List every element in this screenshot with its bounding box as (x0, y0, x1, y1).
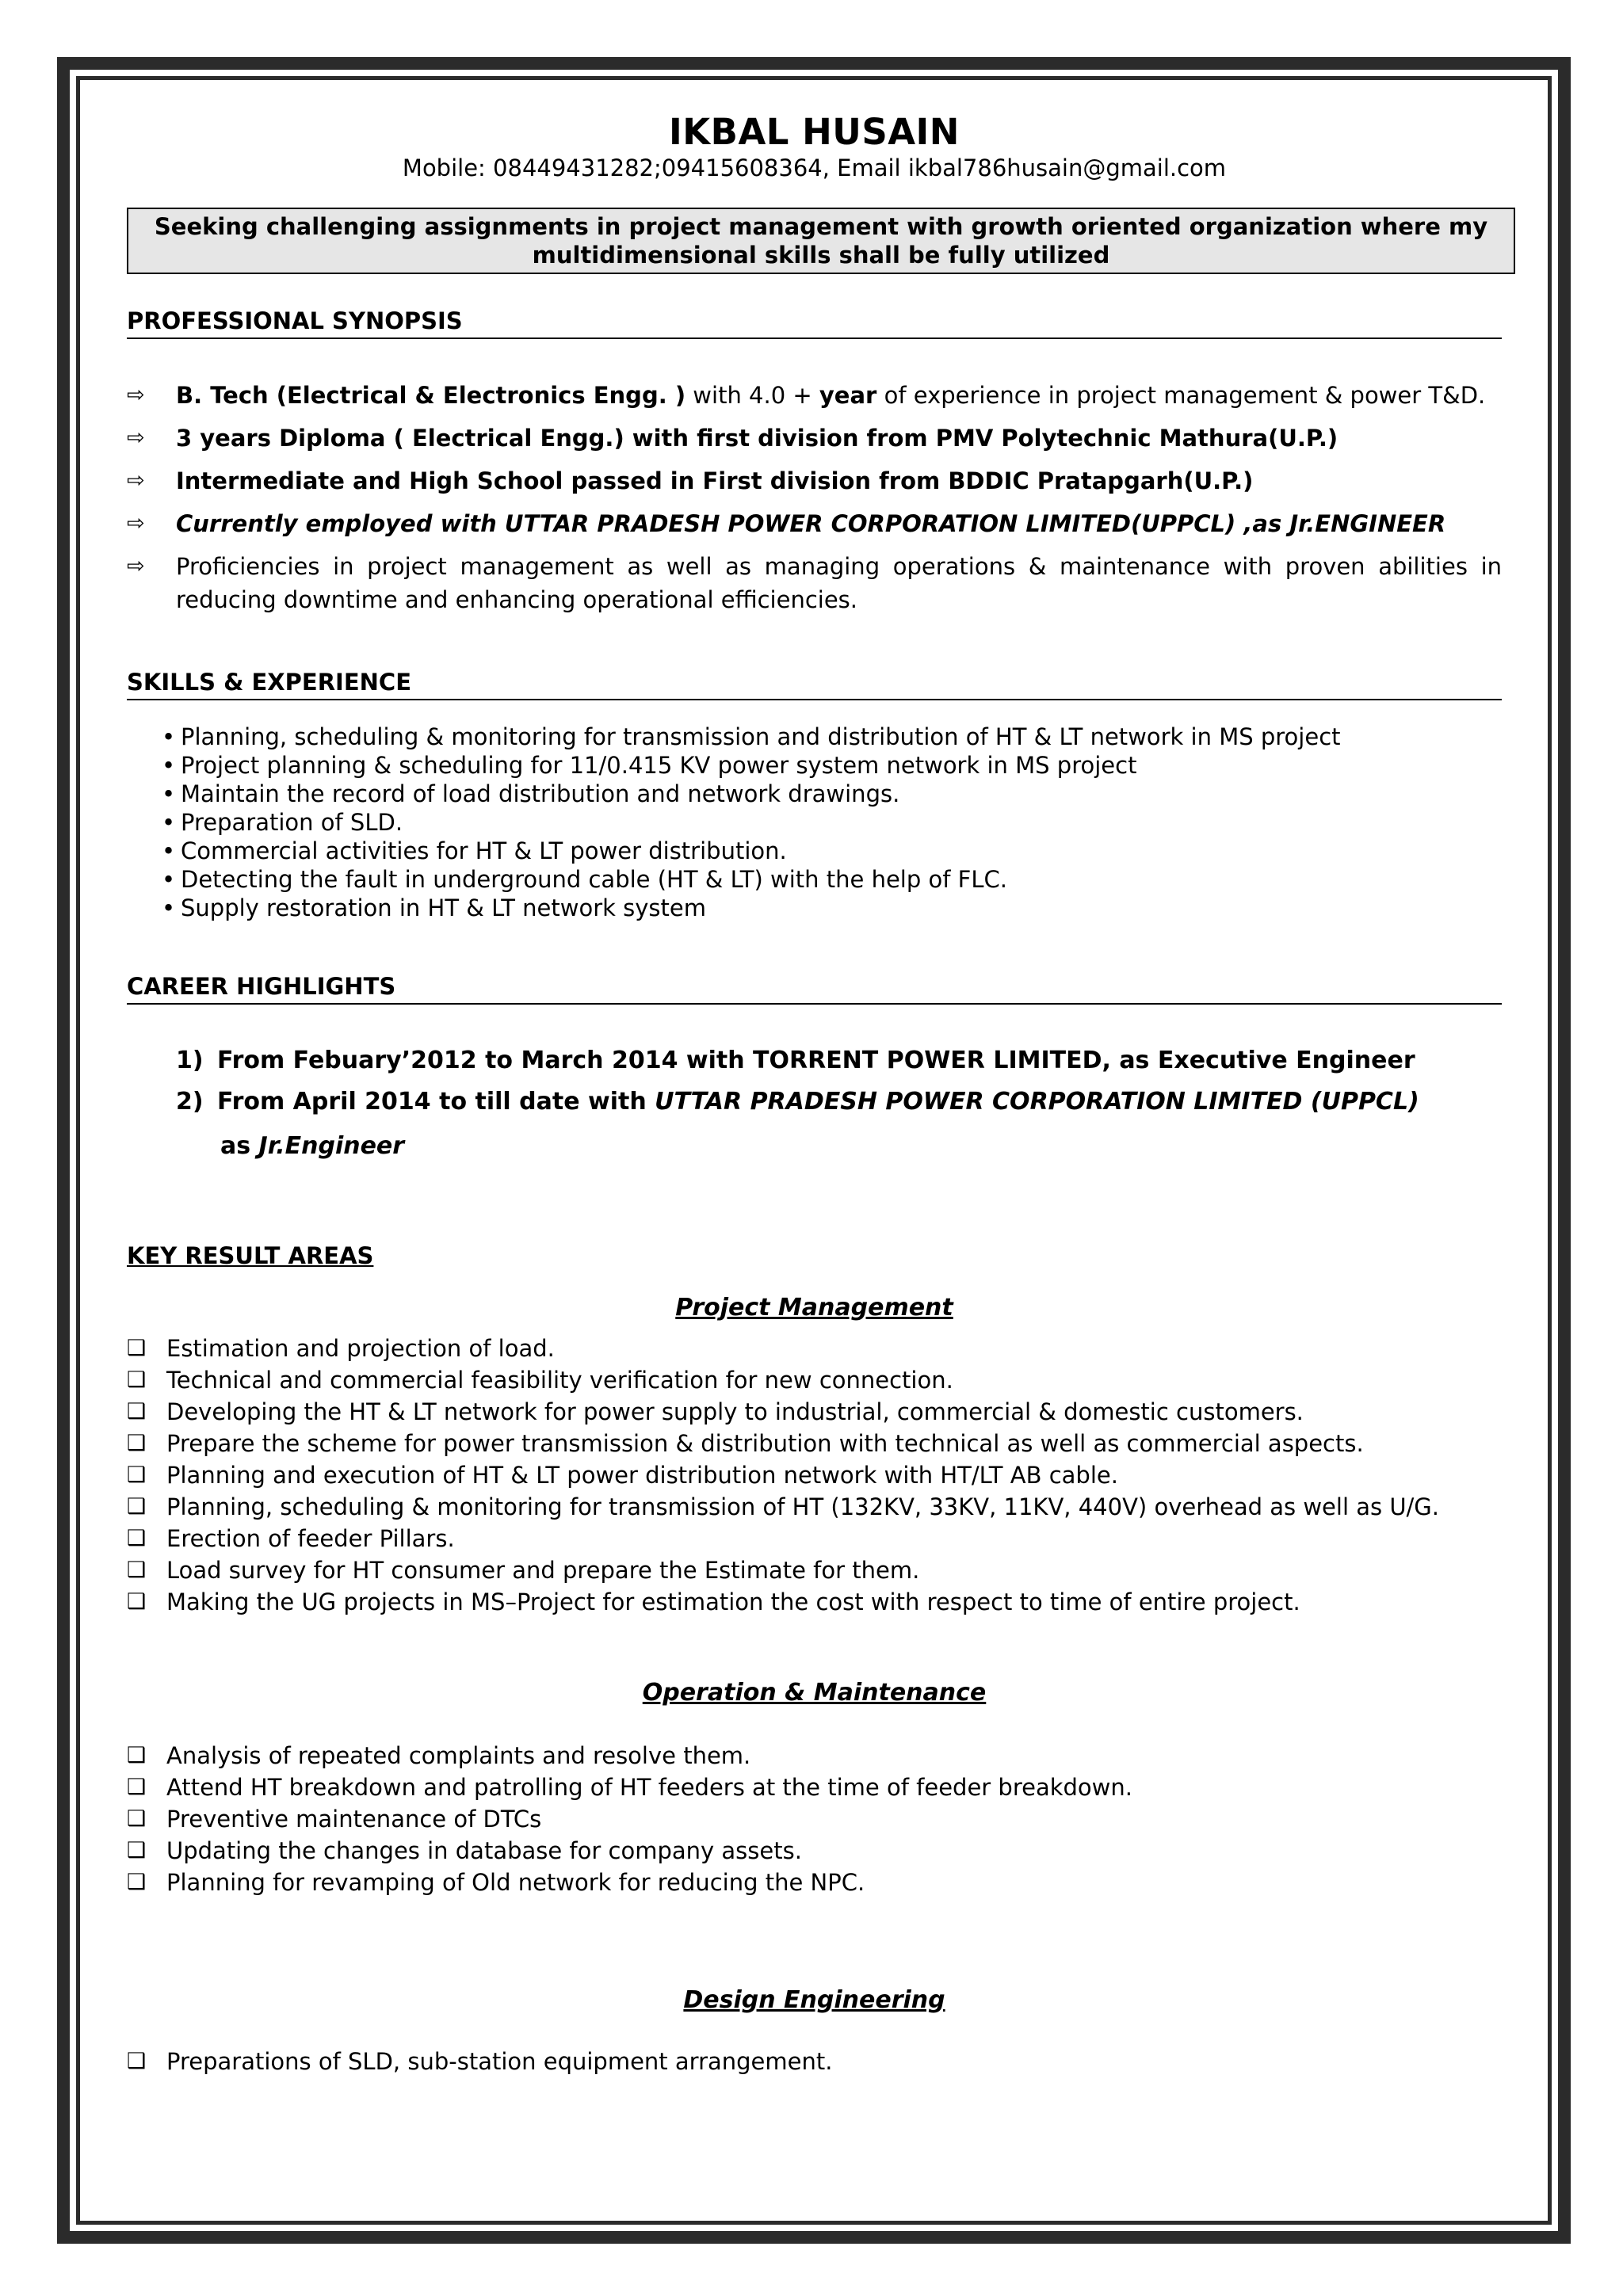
checkbox-icon: ❑ (127, 1463, 147, 1487)
synopsis-list (127, 379, 1502, 616)
resume-content (127, 111, 1502, 2077)
bullet-icon: • (162, 809, 176, 836)
kra-text: Planning, scheduling & monitoring for transmission of HT (132KV, 33KV, 11KV, 440V) overhead as well as U/G. (166, 1493, 1440, 1520)
kra-design-engineering-list (127, 2046, 1502, 2077)
list-item (127, 1835, 1502, 1867)
career-list (176, 1044, 1502, 1163)
list-item (127, 1740, 1502, 1772)
bullet-icon: • (162, 837, 176, 864)
bullet-icon: • (162, 780, 176, 807)
list-item (127, 2046, 1502, 2077)
synopsis-year: year (819, 382, 877, 409)
list-item (162, 865, 1502, 894)
kra-text: Technical and commercial feasibility verification for new connection. (166, 1367, 953, 1394)
skill-text: Project planning & scheduling for 11/0.415 KV power system network in MS project (181, 752, 1137, 779)
synopsis-text: Intermediate and High School passed in First division from BDDIC Pratapgarh(U.P.) (176, 467, 1254, 494)
career-role-line (220, 1130, 1502, 1163)
arrow-icon: ⇨ (127, 554, 145, 578)
checkbox-icon: ❑ (127, 1838, 147, 1863)
career-role: Jr.Engineer (258, 1132, 405, 1160)
skill-text: Planning, scheduling & monitoring for transmission and distribution of HT & LT network in MS project (181, 723, 1341, 750)
career-item (176, 1044, 1502, 1077)
checkbox-icon: ❑ (127, 1526, 147, 1550)
list-item (127, 1554, 1502, 1586)
synopsis-item (127, 379, 1502, 412)
career-text: From April 2014 to till date with (217, 1088, 655, 1116)
list-item (127, 1428, 1502, 1459)
synopsis-text: with 4.0 + (685, 382, 819, 409)
section-heading-synopsis: PROFESSIONAL SYNOPSIS (127, 307, 1502, 339)
arrow-icon: ⇨ (127, 383, 145, 407)
kra-text: Preparations of SLD, sub-station equipment arrangement. (166, 2048, 833, 2075)
skills-list (127, 723, 1502, 922)
list-item (127, 1396, 1502, 1428)
synopsis-text: Currently employed with UTTAR PRADESH POWER CORPORATION LIMITED(UPPCL) ,as Jr.ENGINEER (176, 510, 1446, 537)
arrow-icon: ⇨ (127, 511, 145, 536)
list-item (127, 1586, 1502, 1618)
synopsis-text: Proficiencies in project management as well as managing operations & maintenance with proven abilities in reducing downtime and enhancing operational efficiencies. (176, 553, 1502, 613)
career-company: UTTAR PRADESH POWER CORPORATION LIMITED (UPPCL) (655, 1088, 1419, 1116)
objective-line-2: multidimensional skills shall be fully utilized (532, 242, 1110, 269)
kra-text: Making the UG projects in MS–Project for estimation the cost with respect to time of entire project. (166, 1589, 1300, 1615)
kra-operation-maintenance-list (127, 1740, 1502, 1898)
checkbox-icon: ❑ (127, 1494, 147, 1519)
bullet-icon: • (162, 723, 176, 750)
list-item (162, 837, 1502, 865)
kra-text: Erection of feeder Pillars. (166, 1525, 455, 1552)
list-item (162, 780, 1502, 808)
checkbox-icon: ❑ (127, 1399, 147, 1424)
section-heading-skills: SKILLS & EXPERIENCE (127, 669, 1502, 700)
objective-line-1: Seeking challenging assignments in project management with growth oriented organization where my (154, 213, 1488, 240)
kra-subheading-design-engineering: Design Engineering (683, 1986, 945, 2014)
kra-text: Updating the changes in database for company assets. (166, 1837, 802, 1864)
arrow-icon: ⇨ (127, 425, 145, 450)
career-text: From Febuary’2012 to March 2014 with TORRENT POWER LIMITED, as Executive Engineer (217, 1047, 1415, 1074)
skill-text: Supply restoration in HT & LT network system (181, 894, 707, 921)
kra-text: Attend HT breakdown and patrolling of HT feeders at the time of feeder breakdown. (166, 1774, 1132, 1801)
kra-text: Planning and execution of HT & LT power distribution network with HT/LT AB cable. (166, 1462, 1118, 1489)
contact-line: Mobile: 08449431282;09415608364, Email ikbal786husain@gmail.com (402, 154, 1227, 181)
skill-text: Commercial activities for HT & LT power distribution. (181, 837, 787, 864)
synopsis-item (127, 464, 1502, 498)
career-as: as (220, 1132, 259, 1160)
checkbox-icon: ❑ (127, 1589, 147, 1614)
bullet-icon: • (162, 866, 176, 893)
career-item (176, 1085, 1502, 1163)
kra-text: Planning for revamping of Old network for reducing the NPC. (166, 1869, 865, 1896)
synopsis-item (127, 421, 1502, 455)
skill-text: Detecting the fault in underground cable (HT & LT) with the help of FLC. (181, 866, 1007, 893)
list-item (127, 1803, 1502, 1835)
list-item (127, 1523, 1502, 1554)
bullet-icon: • (162, 894, 176, 921)
career-number: 1) (176, 1047, 204, 1074)
checkbox-icon: ❑ (127, 1806, 147, 1831)
kra-subheading-operation-maintenance: Operation & Maintenance (642, 1679, 987, 1707)
checkbox-icon: ❑ (127, 1431, 147, 1455)
list-item (162, 894, 1502, 922)
candidate-name: IKBAL HUSAIN (669, 111, 960, 153)
kra-project-management-list (127, 1333, 1502, 1618)
checkbox-icon: ❑ (127, 1336, 147, 1360)
skill-text: Maintain the record of load distribution and network drawings. (181, 780, 900, 807)
checkbox-icon: ❑ (127, 1558, 147, 1582)
checkbox-icon: ❑ (127, 1367, 147, 1392)
list-item (127, 1867, 1502, 1898)
section-heading-career: CAREER HIGHLIGHTS (127, 973, 1502, 1005)
list-item (127, 1459, 1502, 1491)
section-heading-kra: KEY RESULT AREAS (127, 1242, 374, 1269)
skill-text: Preparation of SLD. (181, 809, 403, 836)
kra-text: Preventive maintenance of DTCs (166, 1806, 542, 1833)
objective-box (127, 208, 1515, 274)
list-item (162, 808, 1502, 837)
list-item (127, 1364, 1502, 1396)
kra-text: Analysis of repeated complaints and resolve them. (166, 1742, 751, 1769)
synopsis-text: 3 years Diploma ( Electrical Engg.) with first division from PMV Polytechnic Mathura(U.P.) (176, 425, 1338, 452)
kra-subheading-project-management: Project Management (675, 1294, 953, 1322)
synopsis-item (127, 550, 1502, 616)
checkbox-icon: ❑ (127, 2049, 147, 2073)
career-number: 2) (176, 1088, 204, 1116)
arrow-icon: ⇨ (127, 468, 145, 493)
list-item (162, 751, 1502, 780)
list-item (127, 1491, 1502, 1523)
synopsis-degree: B. Tech (Electrical & Electronics Engg. ) (176, 382, 686, 409)
checkbox-icon: ❑ (127, 1743, 147, 1768)
checkbox-icon: ❑ (127, 1870, 147, 1894)
list-item (127, 1772, 1502, 1803)
bullet-icon: • (162, 752, 176, 779)
kra-text: Load survey for HT consumer and prepare the Estimate for them. (166, 1557, 920, 1584)
kra-text: Prepare the scheme for power transmission & distribution with technical as well as commercial aspects. (166, 1430, 1364, 1457)
synopsis-text: of experience in project management & power T&D. (876, 382, 1486, 409)
kra-text: Estimation and projection of load. (166, 1335, 555, 1362)
checkbox-icon: ❑ (127, 1775, 147, 1799)
list-item (162, 723, 1502, 751)
synopsis-item (127, 507, 1502, 540)
kra-text: Developing the HT & LT network for power supply to industrial, commercial & domestic customers. (166, 1398, 1304, 1425)
list-item (127, 1333, 1502, 1364)
